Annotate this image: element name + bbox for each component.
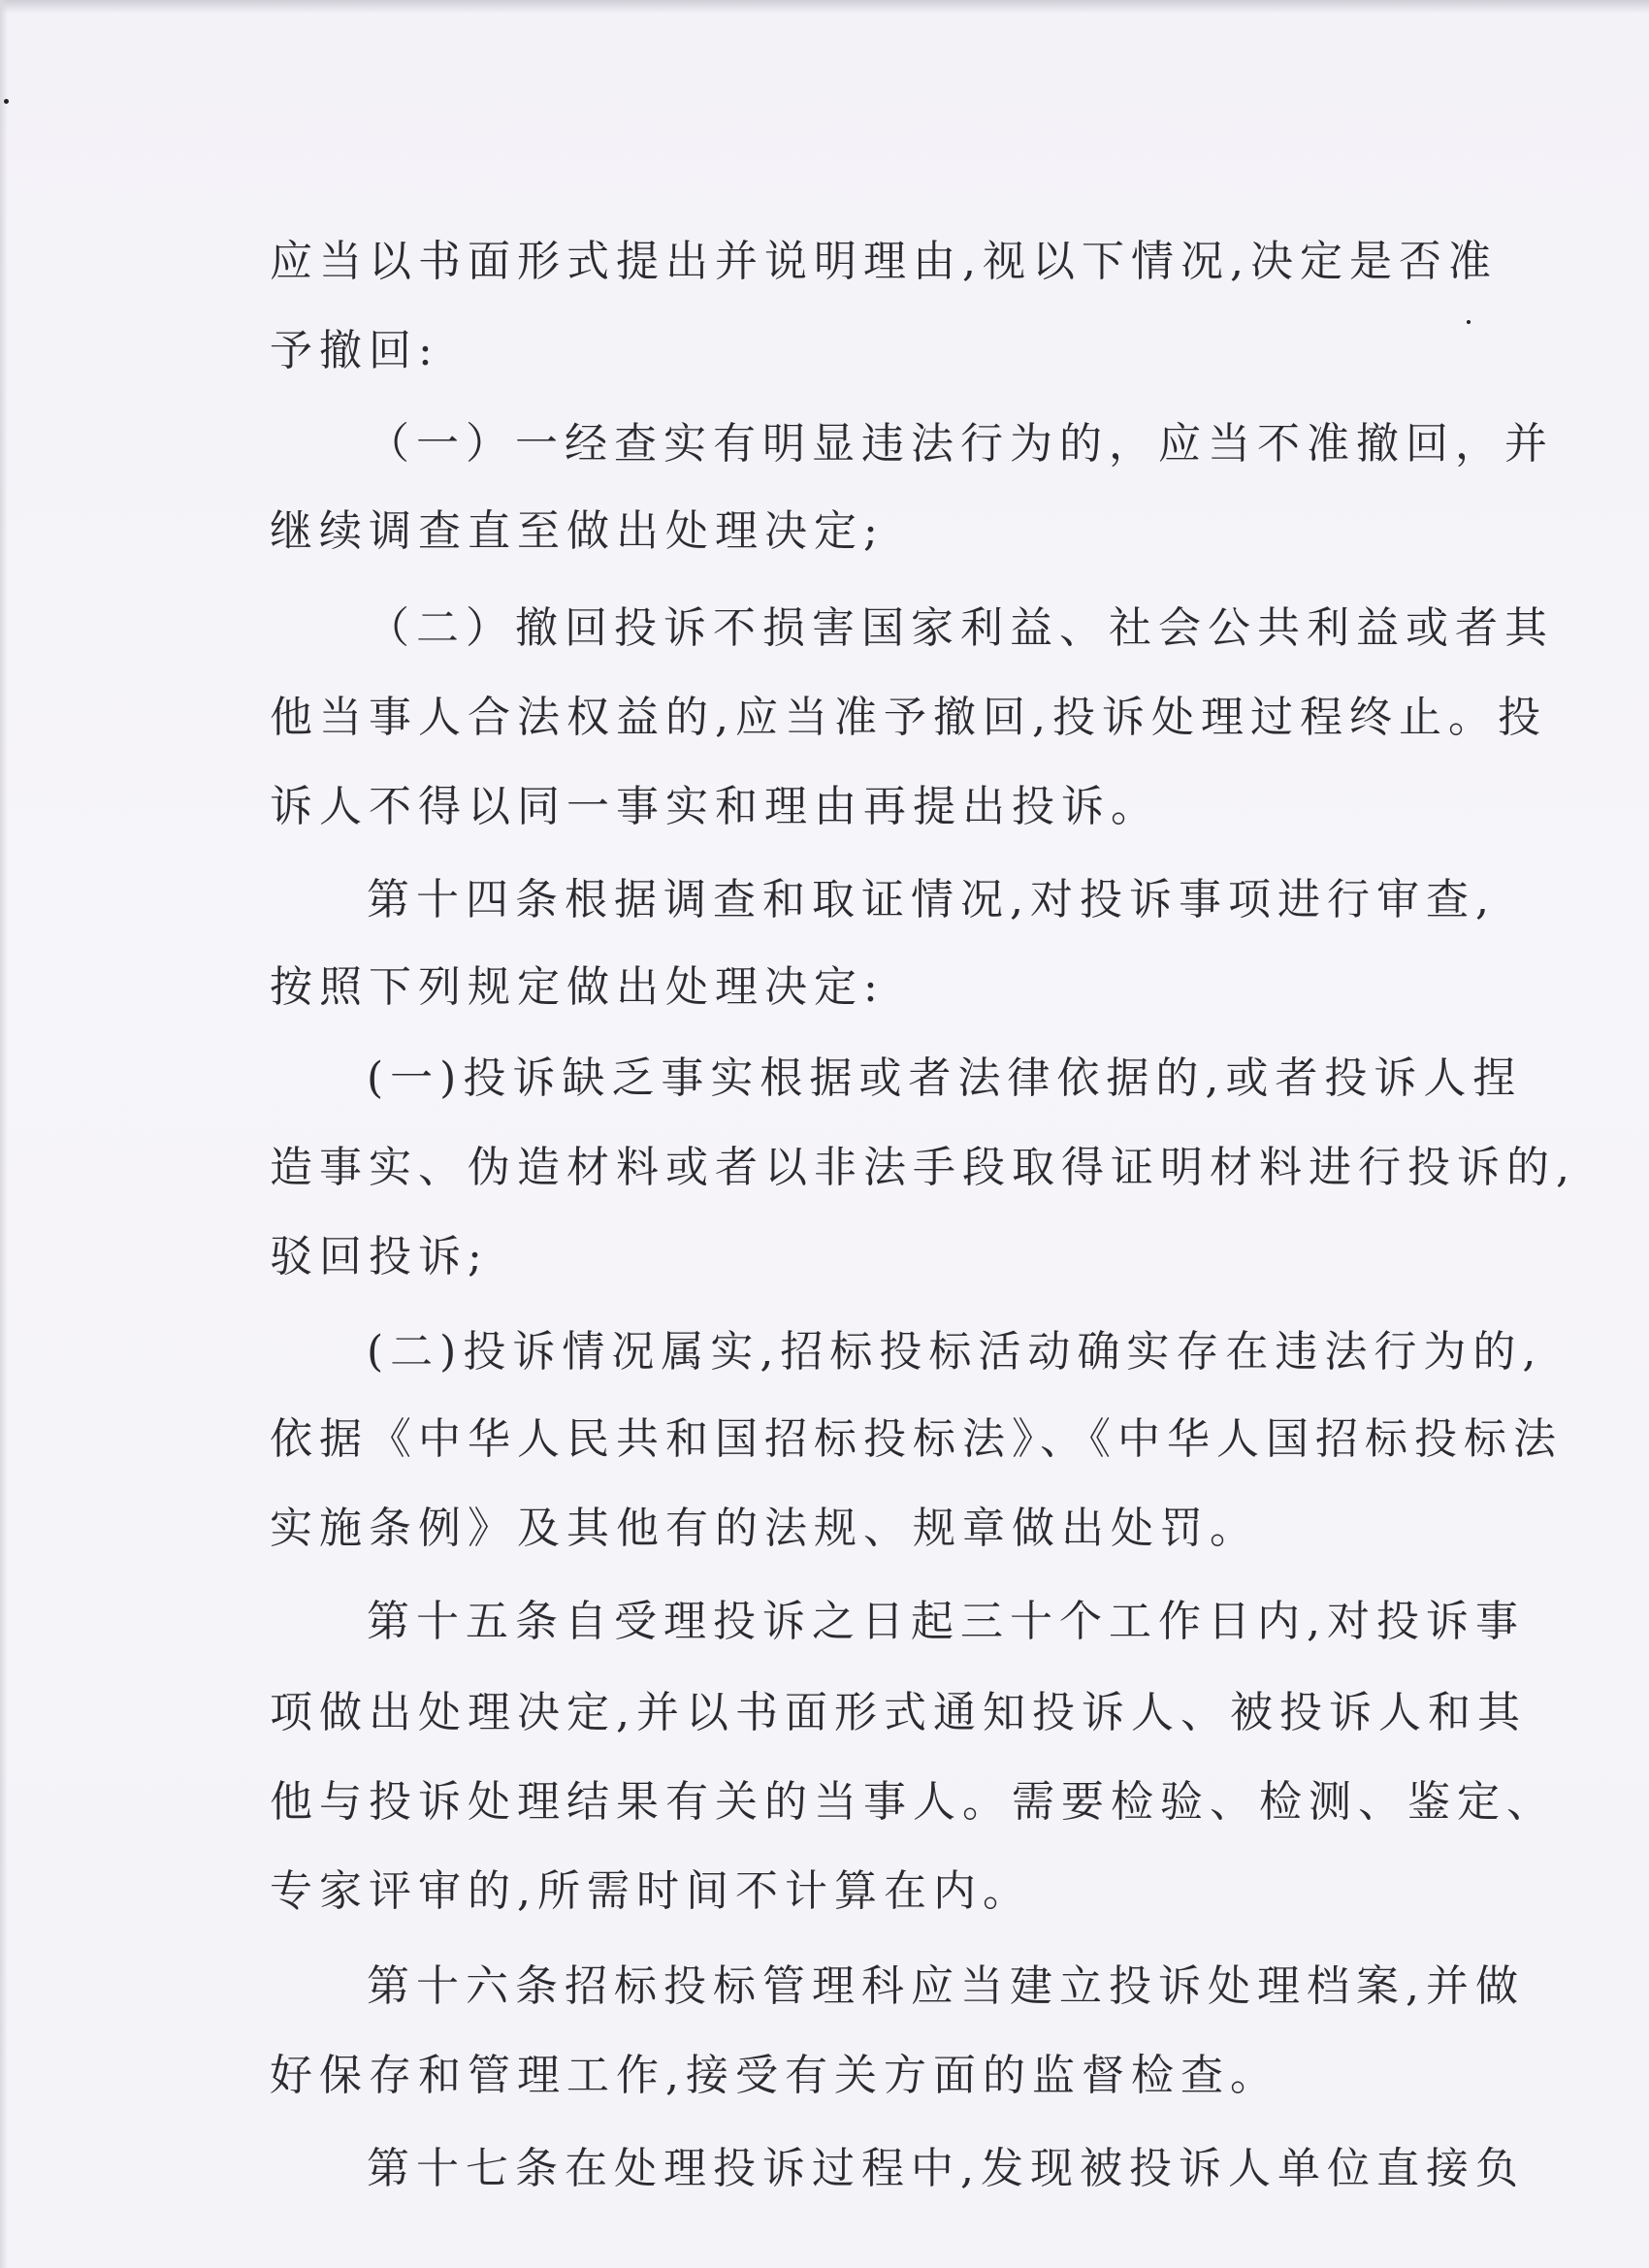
text-line: 按照下列规定做出处理决定: — [270, 962, 885, 1012]
text-line: 驳回投诉; — [270, 1232, 489, 1281]
text-line: （一）一经查实有明显违法行为的，应当不准撤回，并 — [367, 419, 1554, 469]
text-line: 项做出处理决定,并以书面形式通知投诉人、被投诉人和其 — [270, 1688, 1527, 1737]
scan-edge-left — [0, 0, 8, 2268]
text-line: 第十五条自受理投诉之日起三十个工作日内,对投诉事 — [367, 1597, 1525, 1646]
text-line: 诉人不得以同一事实和理由再提出投诉。 — [270, 782, 1160, 831]
text-line: (一)投诉缺乏事实根据或者法律依据的,或者投诉人捏 — [367, 1053, 1523, 1103]
text-line: 实施条例》及其他有的法规、规章做出处罚。 — [270, 1504, 1259, 1553]
text-line: 他当事人合法权益的,应当准予撤回,投诉处理过程终止。投 — [270, 693, 1547, 742]
scan-edge-top — [0, 0, 1649, 14]
text-line: 依据《中华人民共和国招标投标法》、《中华人国招标投标法 — [270, 1414, 1563, 1464]
text-line: 他与投诉处理结果有关的当事人。需要检验、检测、鉴定、 — [270, 1777, 1556, 1827]
scan-speck — [1467, 320, 1471, 324]
text-line: 第十七条在处理投诉过程中,发现被投诉人单位直接负 — [367, 2144, 1525, 2193]
text-line: 造事实、伪造材料或者以非法手段取得证明材料进行投诉的, — [270, 1143, 1576, 1192]
text-line: 第十六条招标投标管理科应当建立投诉处理档案,并做 — [367, 1961, 1525, 2011]
text-line: 继续调查直至做出处理决定; — [270, 506, 885, 556]
text-line: 专家评审的,所需时间不计算在内。 — [270, 1866, 1032, 1916]
text-line: 好保存和管理工作,接受有关方面的监督检查。 — [270, 2051, 1279, 2100]
text-line: 第十四条根据调查和取证情况,对投诉事项进行审查, — [367, 875, 1496, 924]
scan-speck — [4, 99, 9, 104]
text-line: （二）撤回投诉不损害国家利益、社会公共利益或者其 — [367, 603, 1554, 653]
text-line: 应当以书面形式提出并说明理由,视以下情况,决定是否准 — [270, 237, 1498, 286]
text-line: 予撤回: — [270, 326, 439, 375]
text-line: (二)投诉情况属实,招标投标活动确实存在违法行为的, — [367, 1327, 1543, 1377]
